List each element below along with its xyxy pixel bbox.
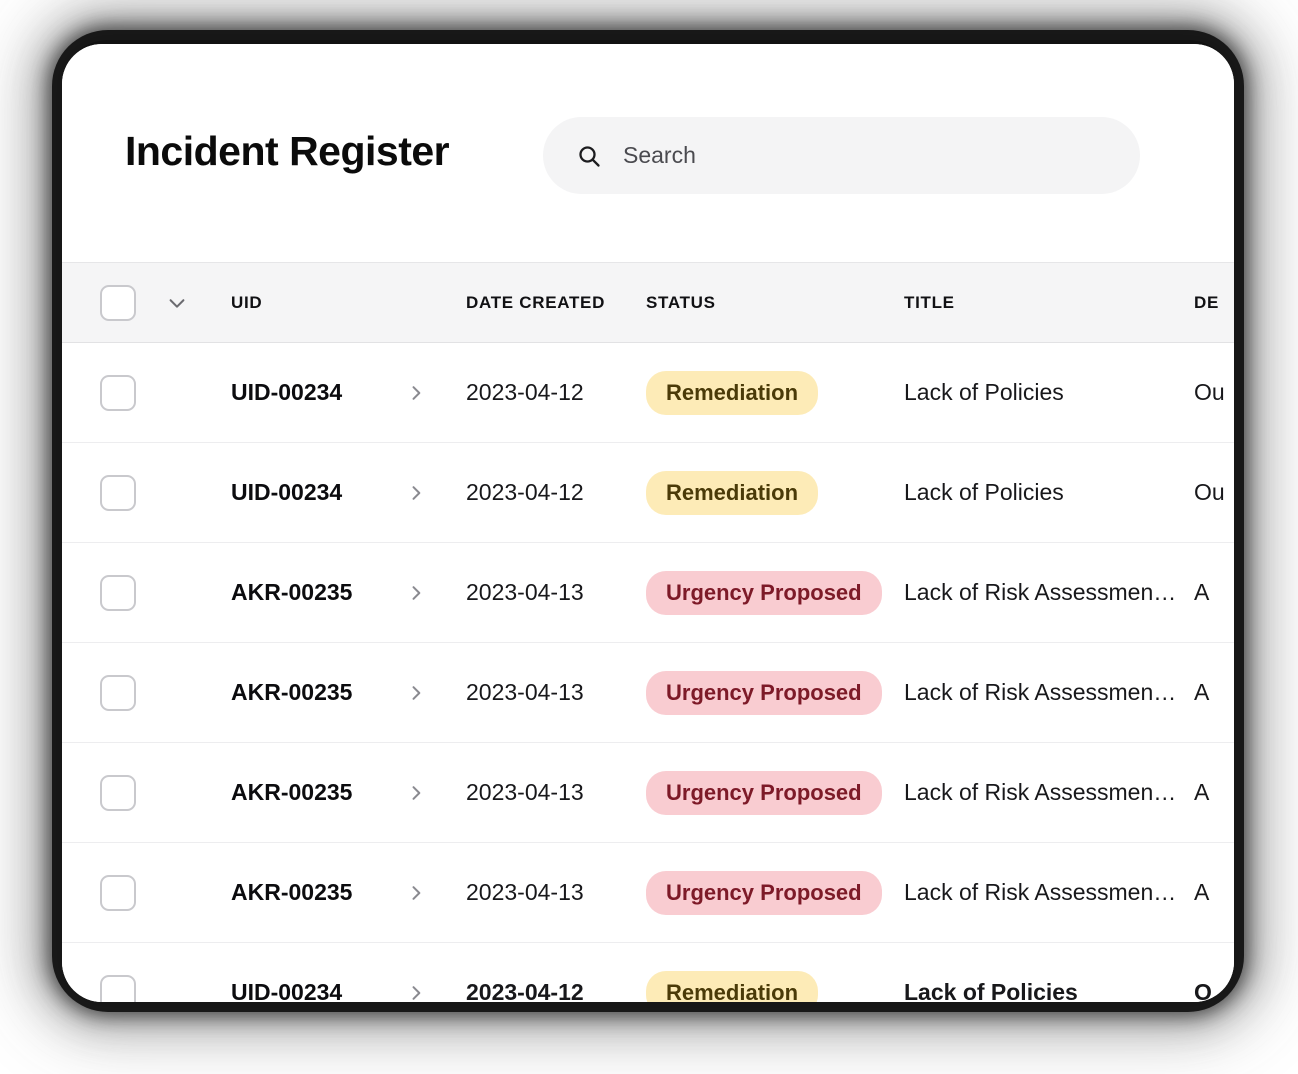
table-header-row [62,262,1234,343]
chevron-right-icon[interactable] [406,483,426,503]
chevron-right-icon[interactable] [406,683,426,703]
cell-uid: UID-00234 [231,479,343,505]
status-badge: Urgency Proposed [646,871,882,915]
row-select-cell[interactable] [62,375,166,411]
select-all-checkbox[interactable] [100,285,136,321]
page-header [62,44,1234,262]
status-badge: Urgency Proposed [646,571,882,615]
cell-description: A [1194,679,1210,705]
cell-uid: AKR-00235 [231,579,353,605]
cell-date-created: 2023-04-12 [466,479,584,505]
chevron-right-icon[interactable] [406,383,426,403]
table-row[interactable] [62,843,1234,943]
row-checkbox[interactable] [100,875,136,911]
cell-title: Lack of Risk Assessmen… [904,779,1177,805]
cell-date-created: 2023-04-13 [466,679,584,705]
cell-description: Ou [1194,379,1225,405]
table-row[interactable] [62,343,1234,443]
cell-date-created: 2023-04-13 [466,879,584,905]
cell-title: Lack of Risk Assessmen… [904,879,1177,905]
status-badge: Urgency Proposed [646,671,882,715]
cell-uid: AKR-00235 [231,879,353,905]
table-row[interactable] [62,743,1234,843]
row-select-cell[interactable] [62,875,166,911]
status-badge: Remediation [646,971,818,1003]
row-expand-cell[interactable] [406,983,466,1003]
table-row[interactable] [62,943,1234,1002]
chevron-right-icon[interactable] [406,983,426,1003]
cell-description: O [1194,979,1212,1002]
row-checkbox[interactable] [100,775,136,811]
column-header-uid[interactable]: UID [231,292,263,312]
cell-title: Lack of Risk Assessmen… [904,679,1177,705]
row-expand-cell[interactable] [406,583,466,603]
row-expand-cell[interactable] [406,383,466,403]
search-input[interactable] [621,135,1105,177]
cell-description: Ou [1194,479,1225,505]
cell-uid: UID-00234 [231,979,343,1002]
search-bar[interactable] [543,117,1140,194]
row-select-cell[interactable] [62,575,166,611]
cell-date-created: 2023-04-13 [466,779,584,805]
column-header-title[interactable]: TITLE [904,292,955,312]
cell-title: Lack of Policies [904,479,1064,505]
cell-description: A [1194,879,1210,905]
row-select-cell[interactable] [62,675,166,711]
row-checkbox[interactable] [100,575,136,611]
cell-date-created: 2023-04-13 [466,579,584,605]
row-checkbox[interactable] [100,475,136,511]
row-checkbox[interactable] [100,675,136,711]
status-badge: Remediation [646,471,818,515]
cell-date-created: 2023-04-12 [466,379,584,405]
row-expand-cell[interactable] [406,783,466,803]
chevron-right-icon[interactable] [406,783,426,803]
cell-uid: AKR-00235 [231,779,353,805]
column-header-date-created[interactable]: DATE CREATED [466,292,606,312]
row-checkbox[interactable] [100,375,136,411]
chevron-right-icon[interactable] [406,583,426,603]
header-dropdown-cell[interactable] [166,292,226,314]
cell-title: Lack of Policies [904,979,1078,1002]
incident-table [62,262,1234,1002]
chevron-right-icon[interactable] [406,883,426,903]
row-select-cell[interactable] [62,975,166,1003]
row-expand-cell[interactable] [406,483,466,503]
row-expand-cell[interactable] [406,883,466,903]
row-select-cell[interactable] [62,475,166,511]
cell-title: Lack of Risk Assessmen… [904,579,1177,605]
column-header-description[interactable]: DE [1194,292,1220,312]
chevron-down-icon[interactable] [166,292,188,314]
status-badge: Urgency Proposed [646,771,882,815]
row-checkbox[interactable] [100,975,136,1003]
status-badge: Remediation [646,371,818,415]
page-title: Incident Register [125,128,450,174]
row-expand-cell[interactable] [406,683,466,703]
cell-uid: UID-00234 [231,379,343,405]
cell-description: A [1194,579,1210,605]
cell-description: A [1194,779,1210,805]
cell-date-created: 2023-04-12 [466,979,584,1002]
incident-register-card [62,44,1234,1002]
cell-title: Lack of Policies [904,379,1064,405]
select-all-cell[interactable] [62,285,166,321]
table-row[interactable] [62,443,1234,543]
column-header-status[interactable]: STATUS [646,292,716,312]
search-icon [577,144,601,168]
row-select-cell[interactable] [62,775,166,811]
table-row[interactable] [62,643,1234,743]
cell-uid: AKR-00235 [231,679,353,705]
table-row[interactable] [62,543,1234,643]
